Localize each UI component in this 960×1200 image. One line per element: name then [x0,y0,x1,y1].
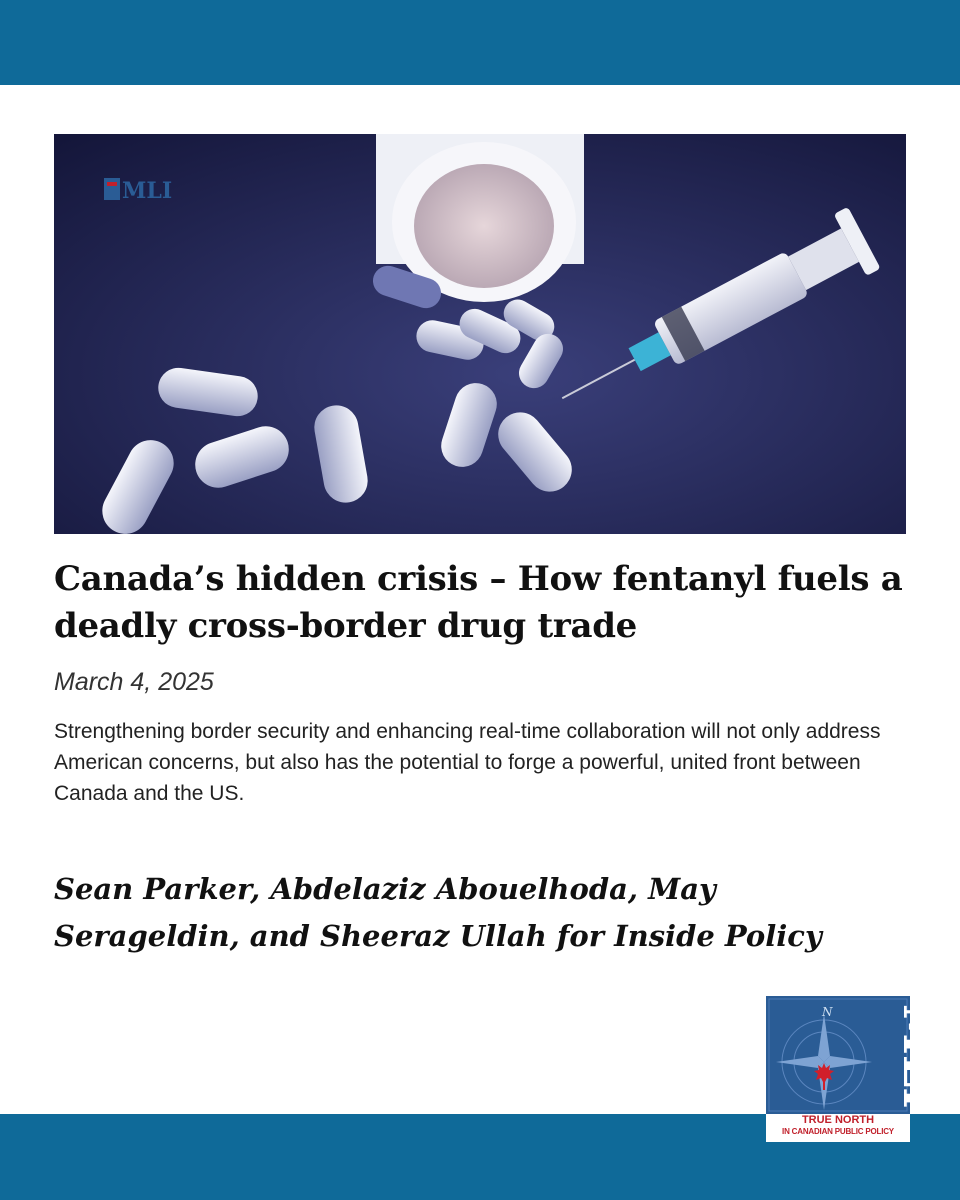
hero-image [54,134,906,534]
publish-date: March 4, 2025 [54,668,214,696]
mli-logo [766,996,947,1142]
svg-text:MLI: MLI [893,1004,947,1109]
pills-and-syringe-photo [54,134,906,534]
svg-text:MLI: MLI [122,178,173,204]
logo-tagline-line1: TRUE NORTH [801,1114,875,1126]
svg-text:N: N [822,1005,833,1019]
article-byline: Sean Parker, Abdelaziz Abouelhoda, May Serageldin, and Sheeraz Ullah for Inside Policy [54,872,822,953]
article-headline: Canada’s hidden crisis – How fentanyl fuels a deadly cross-border drug trade [54,559,903,646]
top-band [0,0,960,85]
compass-rose-icon [766,996,947,1114]
article-summary: Strengthening border security and enhancing real-time collaboration will not only address American concerns, but also has the potential to forge a powerful, united front between Canada and the US. [54,720,881,805]
logo-tagline-line2: IN CANADIAN PUBLIC POLICY [782,1127,894,1136]
